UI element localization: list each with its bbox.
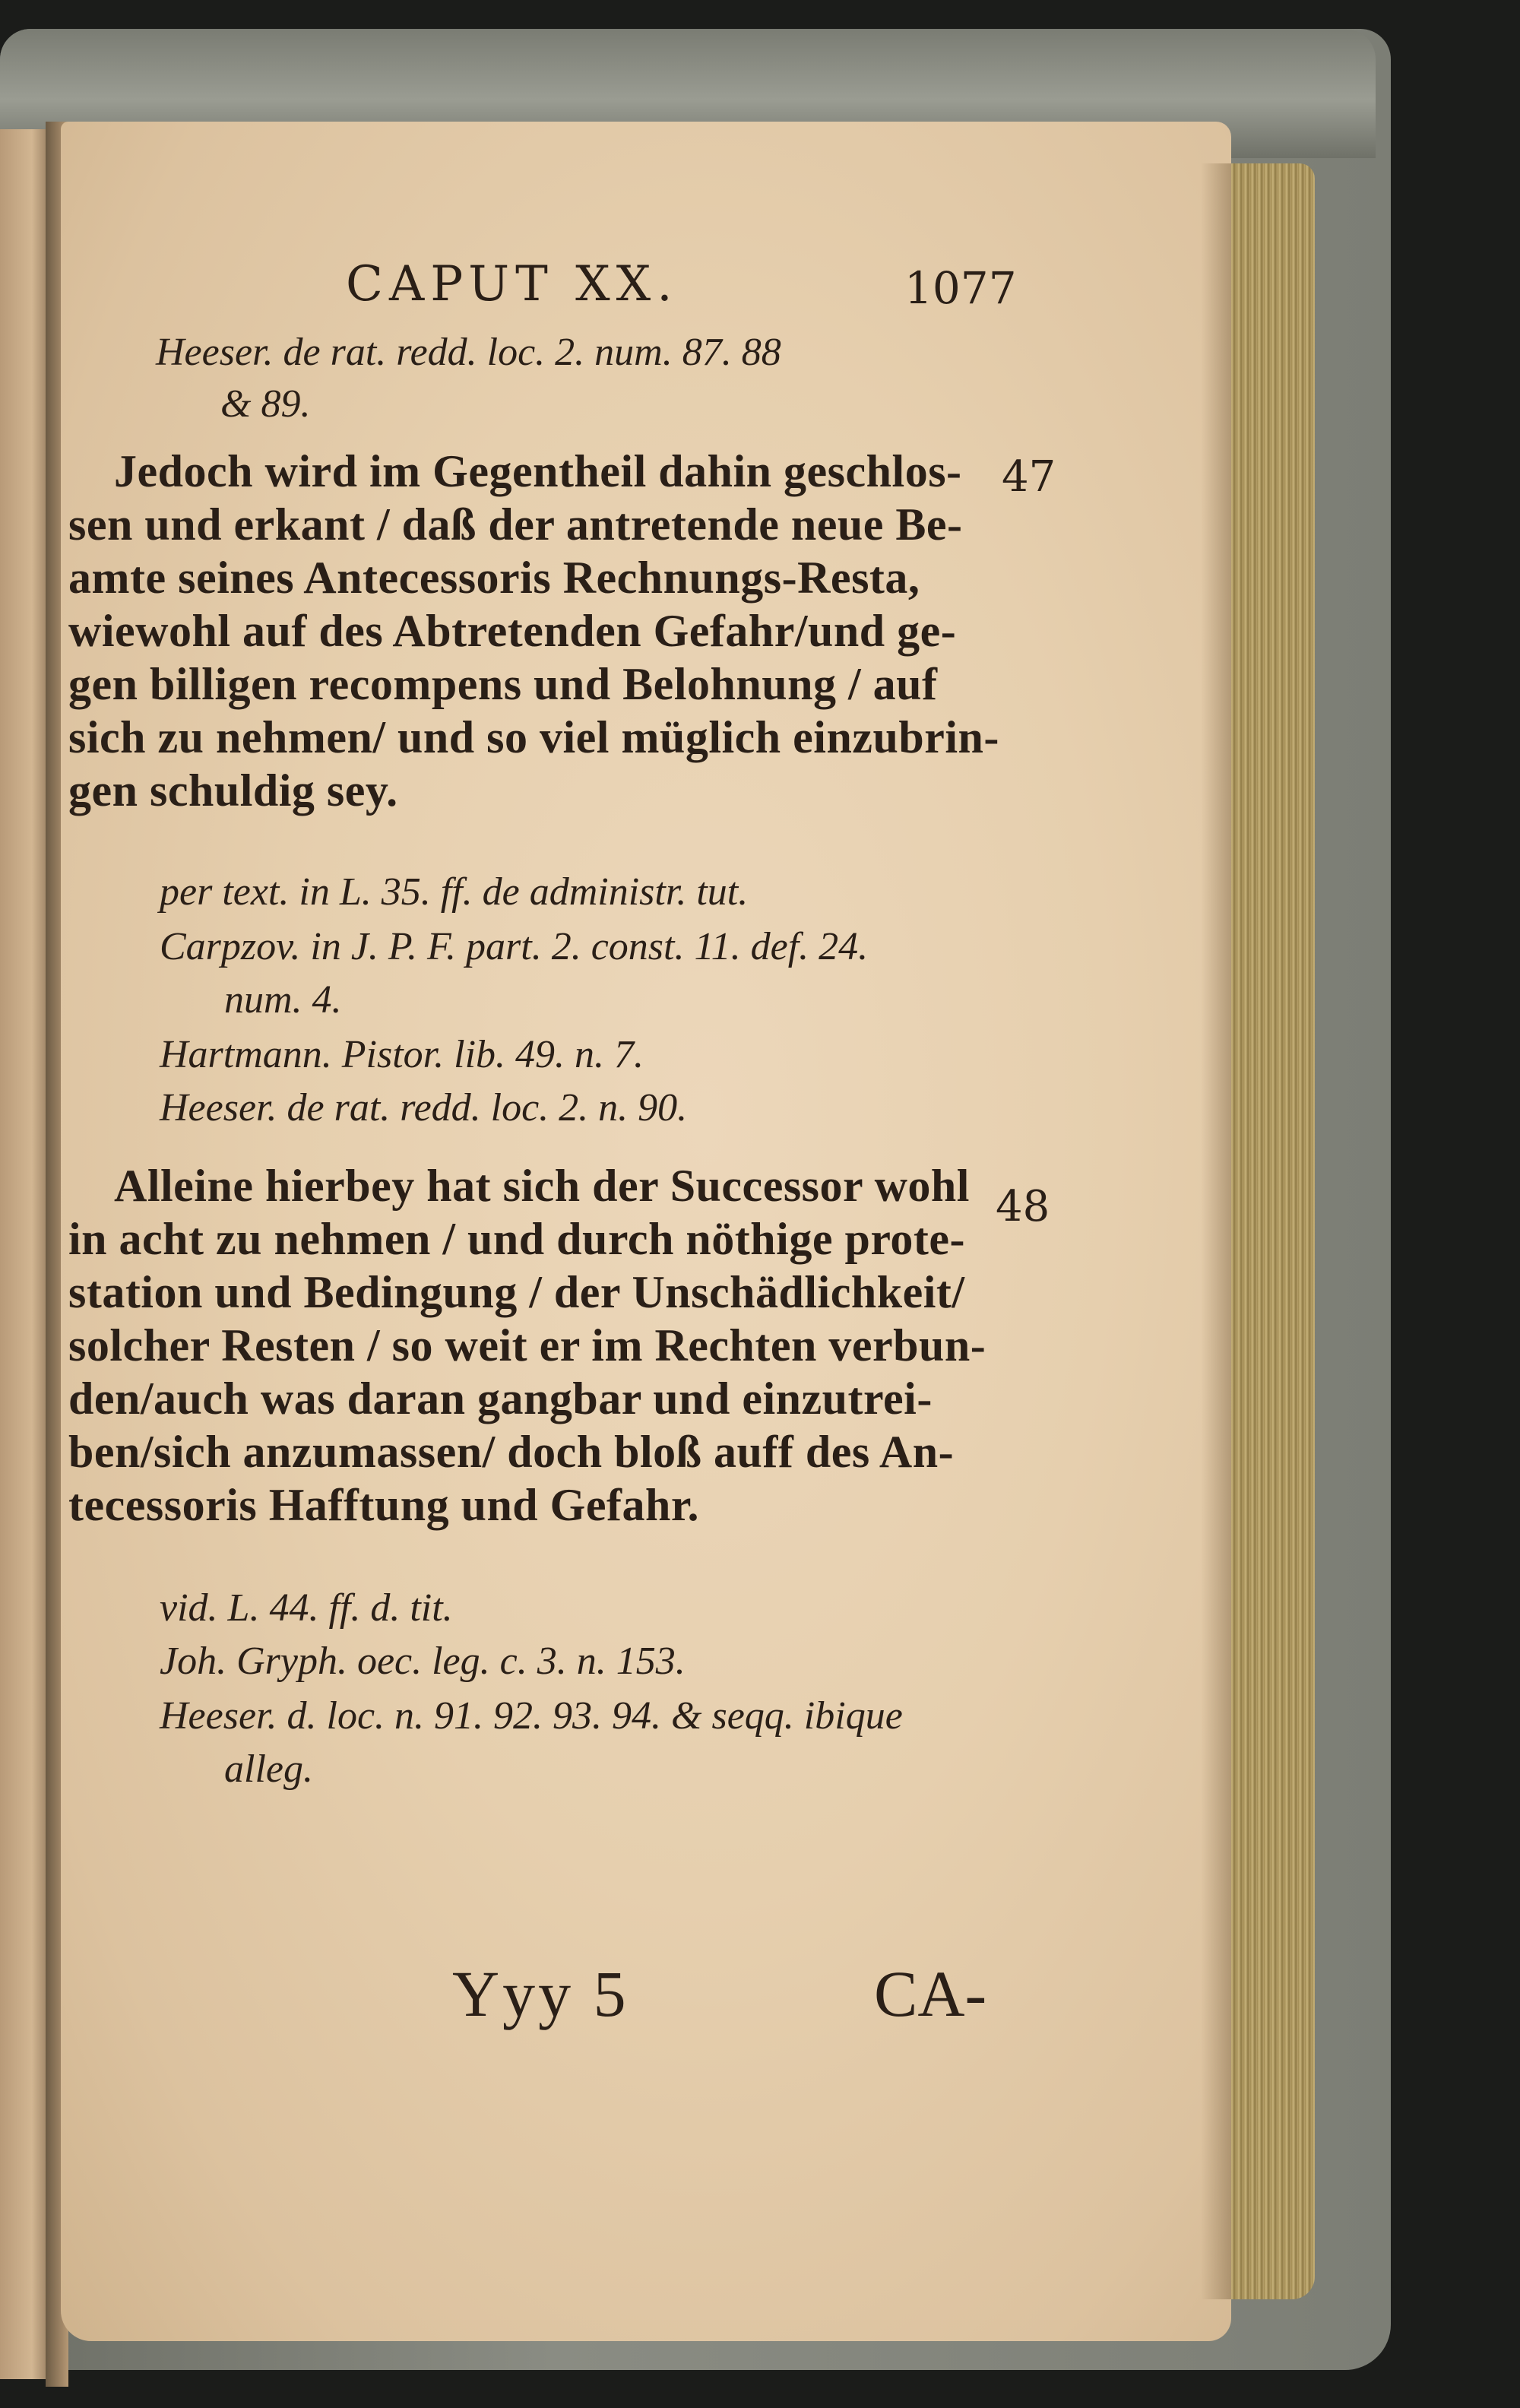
margin-number: 48: [996, 1182, 1050, 1231]
citation-line: Heeser. d. loc. n. 91. 92. 93. 94. & seqq. ibique: [160, 1694, 903, 1738]
page-number: 1077: [904, 262, 1017, 314]
body-line: station und Bedingung / der Unschädlichkeit/: [68, 1267, 965, 1317]
citation-line: Carpzov. in J. P. F. part. 2. const. 11. def. 24.: [160, 925, 869, 968]
body-line: gen schuldig sey.: [68, 765, 398, 816]
body-line: solcher Resten / so weit er im Rechten verbun-: [68, 1320, 986, 1370]
body-line: gen billigen recompens und Belohnung / auf: [68, 659, 938, 709]
body-line: in acht zu nehmen / und durch nöthige prote-: [68, 1214, 965, 1264]
citation-line: num. 4.: [224, 978, 342, 1022]
citation-line: & 89.: [220, 382, 311, 426]
citation-line: Joh. Gryph. oec. leg. c. 3. n. 153.: [160, 1640, 686, 1683]
body-line: wiewohl auf des Abtretenden Gefahr/und ge-: [68, 606, 957, 656]
citation-line: vid. L. 44. ff. d. tit.: [160, 1586, 453, 1630]
page-edge-shadow: [1201, 163, 1231, 2299]
running-title: CAPUT XX.: [346, 256, 679, 312]
body-line: sich zu nehmen/ und so viel müglich einzubrin-: [68, 712, 999, 762]
catchword: CA-: [874, 1957, 987, 2030]
margin-number: 47: [1002, 452, 1056, 502]
citation-line: alleg.: [224, 1747, 313, 1791]
citation-line: Heeser. de rat. redd. loc. 2. num. 87. 88: [156, 331, 781, 374]
citation-line: Heeser. de rat. redd. loc. 2. n. 90.: [160, 1086, 688, 1130]
body-line: sen und erkant / daß der antretende neue Be-: [68, 499, 963, 550]
body-line: Alleine hierbey hat sich der Successor wohl: [114, 1161, 970, 1211]
body-line: den/auch was daran gangbar und einzutrei-: [68, 1374, 933, 1424]
body-line: Jedoch wird im Gegentheil dahin geschlos-: [114, 446, 962, 496]
citation-line: per text. in L. 35. ff. de administr. tut.: [160, 870, 749, 914]
body-line: ben/sich anzumassen/ doch bloß auff des An-: [68, 1427, 955, 1477]
citation-line: Hartmann. Pistor. lib. 49. n. 7.: [160, 1033, 644, 1076]
signature-mark: Yyy 5: [452, 1957, 629, 2030]
body-line: amte seines Antecessoris Rechnungs-Resta,: [68, 553, 920, 603]
body-line: tecessoris Hafftung und Gefahr.: [68, 1480, 699, 1530]
